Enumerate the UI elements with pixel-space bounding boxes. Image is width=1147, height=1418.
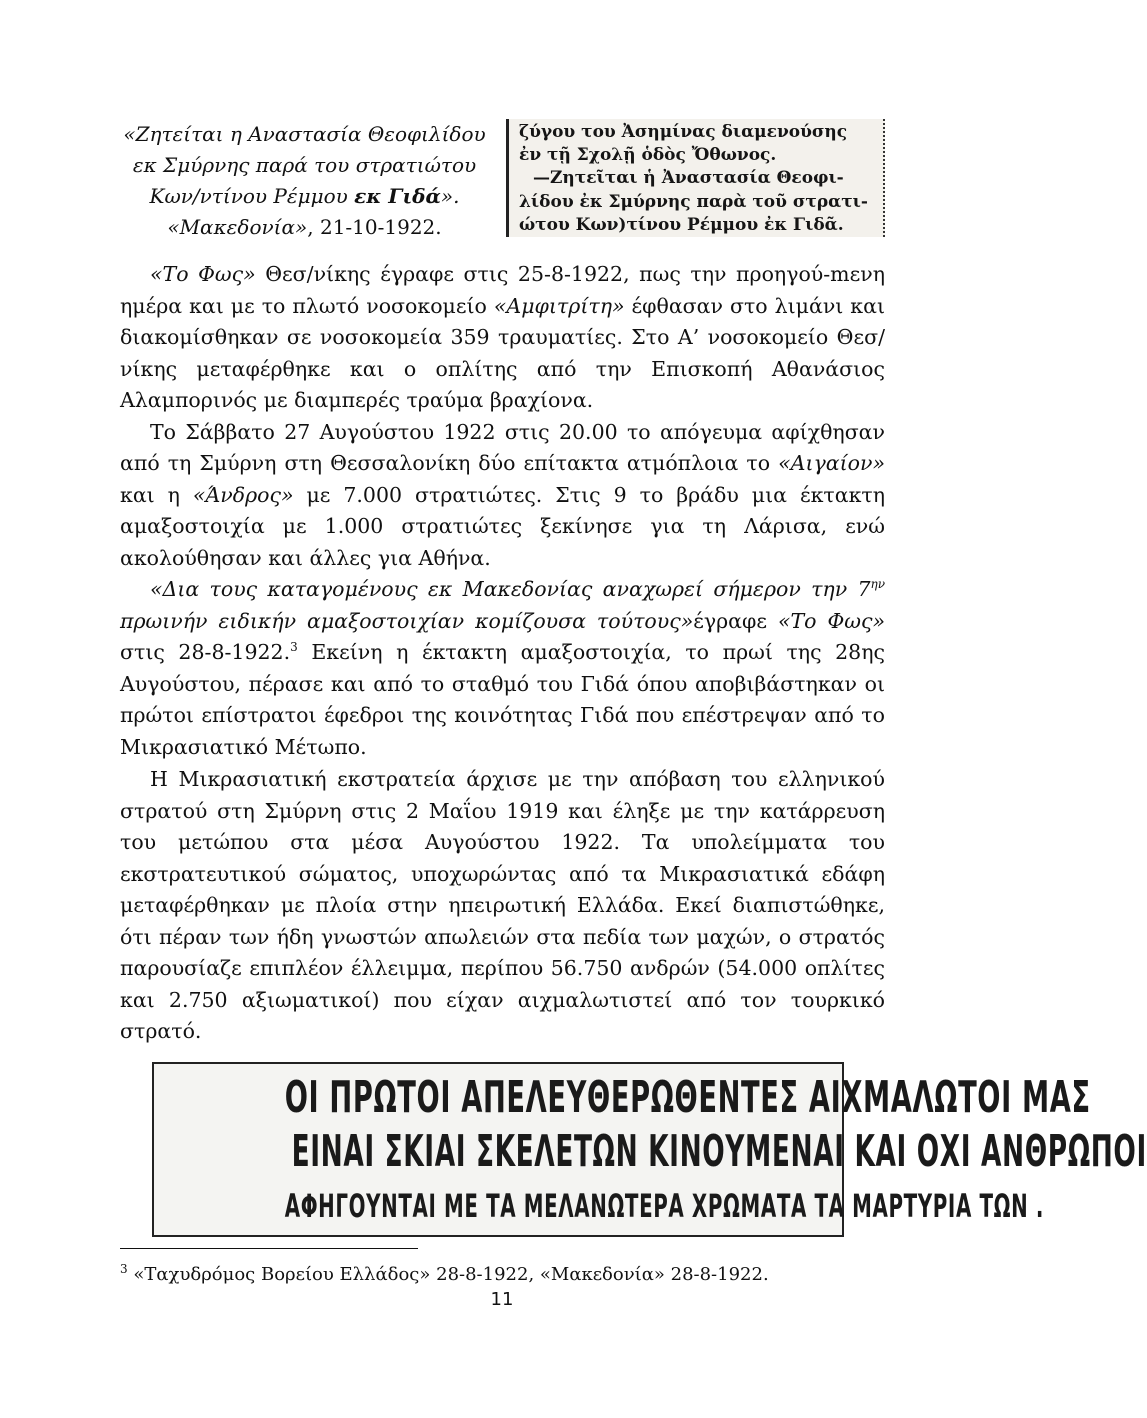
caption-line: «Ζητείται η Αναστασία Θεοφιλίδου: [123, 122, 486, 146]
paragraph: Η Μικρασιατική εκστρατεία άρχισε με την απόβαση του ελληνικού στρατού στη Σμύρνη στις 2 Μαΐου 1919 και έληξε με την κατάρρευση του μετώπου στα μέσα Αυγούστου 1922. Τα υπολείμματα του εκστρατευτικού σώματος, υποχωρώντας από τα Μικρασιατικά εδάφη μεταφέρθηκαν με πλοία στην ηπειρωτική Ελλάδα. Εκεί διαπιστώθηκε, ότι πέραν των ήδη γνωστών απωλειών στα πεδία των μαχών, ο στρατός παρουσίαζε επιπλέον έλλειμμα, περίπου 56.750 ανδρών (54.000 οπλίτες και 2.750 αξιωματικοί) που είχαν αιχμαλωτιστεί από τον τουρκικό στρατό.: [120, 767, 885, 1043]
ship-name: «Αιγαίον»: [778, 451, 885, 475]
footnote-text: «Ταχυδρόμος Βορείου Ελλάδος» 28-8-1922, «Μακεδονία» 28-8-1922.: [127, 1264, 769, 1285]
headline-line: ΟΙ ΠΡΩΤΟΙ ΑΠΕΛΕΥΘΕΡΩΘΕΝΤΕΣ ΑΙΧΜΑΛΩΤΟΙ ΜΑΣ: [284, 1072, 1091, 1123]
paragraph-text: στις 28-8-1922.: [120, 640, 291, 664]
paragraph-text: με 7.000 στρατιώτες. Στις 9 το βράδυ μια έκτακτη αμαξοστοιχία με 1.000 στρατιώτες ξεκίνησε για τη Λάρισα, ενώ ακολούθησαν και άλλες για Αθήνα.: [120, 482, 886, 570]
paragraph-text: Εκείνη η έκτακτη αμαξοστοιχία, το πρωί της 28ης Αυγούστου, πέρασε και από το σταθμό του Γιδά όπου αποβιβάστηκαν οι πρώτοι επίστρατοι έφεδροι της κοινότητας Γιδά που επέστρεψαν από το Μικρασιατικό Μέτωπο.: [120, 640, 885, 759]
caption-date: , 21-10-1922.: [307, 215, 442, 239]
newspaper-clipping: [506, 119, 885, 237]
newspaper-headline-clipping: [152, 1062, 1147, 1237]
caption-line: [112, 181, 497, 212]
paragraph: [120, 259, 885, 417]
caption-line: εκ Σμύρνης παρά του στρατιώτου: [132, 153, 477, 177]
clipping-line: —Ζητεῖται ἡ Ἀναστασία Θεοφι-: [533, 168, 844, 189]
paragraph-text: Θεσ/νίκης έγραφε στις 25-8-1922, πως την προηγού-mενη ημέρα και με το πλωτό νοσοκομείο: [120, 262, 885, 318]
quote-part: πρωινήν ειδικήν αμαξοστοιχίαν κομίζουσα τούτους»: [120, 608, 694, 633]
page-number: 11: [490, 1289, 514, 1310]
headline-line: ΕΙΝΑΙ ΣΚΙΑΙ ΣΚΕΛΕΤΩΝ ΚΙΝΟΥΜΕΝΑΙ ΚΑΙ ΟΧΙ ΑΝΘΡΩΠΟΙ: [291, 1126, 1147, 1177]
ship-name: «Αμφιτρίτη»: [493, 293, 625, 318]
clipping-line: ἐν τῇ Σχολῇ ὁδὸς Ὄθωνος.: [519, 145, 777, 166]
body-text-section-1: [120, 259, 885, 763]
body-text-section-2: [120, 764, 885, 1048]
footnote-divider: [120, 1248, 418, 1249]
paragraph-text: και η: [120, 482, 193, 507]
clipping-line: ώτου Κων)τίνου Ρέμμου ἐκ Γιδᾶ.: [519, 214, 844, 235]
quote-part: «Δια τους καταγομένους εκ Μακεδονίας αναχωρεί σήμερον την 7: [150, 577, 871, 601]
paragraph: [120, 417, 885, 575]
caption-bold-text: εκ Γιδά: [354, 184, 441, 208]
footnote-reference[interactable]: 3: [290, 640, 298, 655]
paragraph: [120, 574, 885, 763]
footnote-number: 3: [120, 1262, 128, 1276]
paragraph-text: έγραφε: [693, 608, 778, 633]
paragraph-text: Το Σάββατο 27 Αυγούστου 1922 στις 20.00 το απόγευμα αφίχθησαν από τη Σμύρνη στη Θεσσαλονίκη δύο επίτακτα ατμόπλοια το: [120, 419, 885, 475]
headline-line: ΑΦΗΓΟΥΝΤΑΙ ΜΕ ΤΑ ΜΕΛΑΝΩΤΕΡΑ ΧΡΩΜΑΤΑ ΤΑ ΜΑΡΤΥΡΙΑ ΤΩΝ .: [284, 1187, 1044, 1225]
footnote: [120, 1262, 885, 1288]
superscript: ην: [870, 577, 885, 592]
caption-source: «Μακεδονία»: [167, 215, 308, 239]
clipping-line: λίδου ἐκ Σμύρνης παρὰ τοῦ στρατι-: [519, 191, 868, 212]
paragraph-text: έφθασαν στο λιμάνι και διακομίσθηκαν σε νοσοκομεία 359 τραυματίες. Στο Α’ νοσοκομείο Θεσ/νίκης μεταφέρθηκε και ο οπλίτης από την Επισκοπή Αθανάσιος Αλαμπορινός με διαμπερές τραύμα βραχίονα.: [120, 293, 886, 412]
newspaper-title: «Το Φως»: [150, 262, 256, 286]
caption-text: ».: [440, 184, 460, 208]
caption-line: [112, 212, 497, 243]
image-caption: [112, 119, 497, 243]
caption-text: Κων/ντίνου Ρέμμου: [149, 184, 355, 208]
clipping-line: ζύγου του Ἀσημίνας διαμενούσης: [519, 122, 848, 142]
newspaper-title: «Το Φως»: [777, 608, 885, 633]
ship-name: «Άνδρος»: [192, 482, 294, 507]
